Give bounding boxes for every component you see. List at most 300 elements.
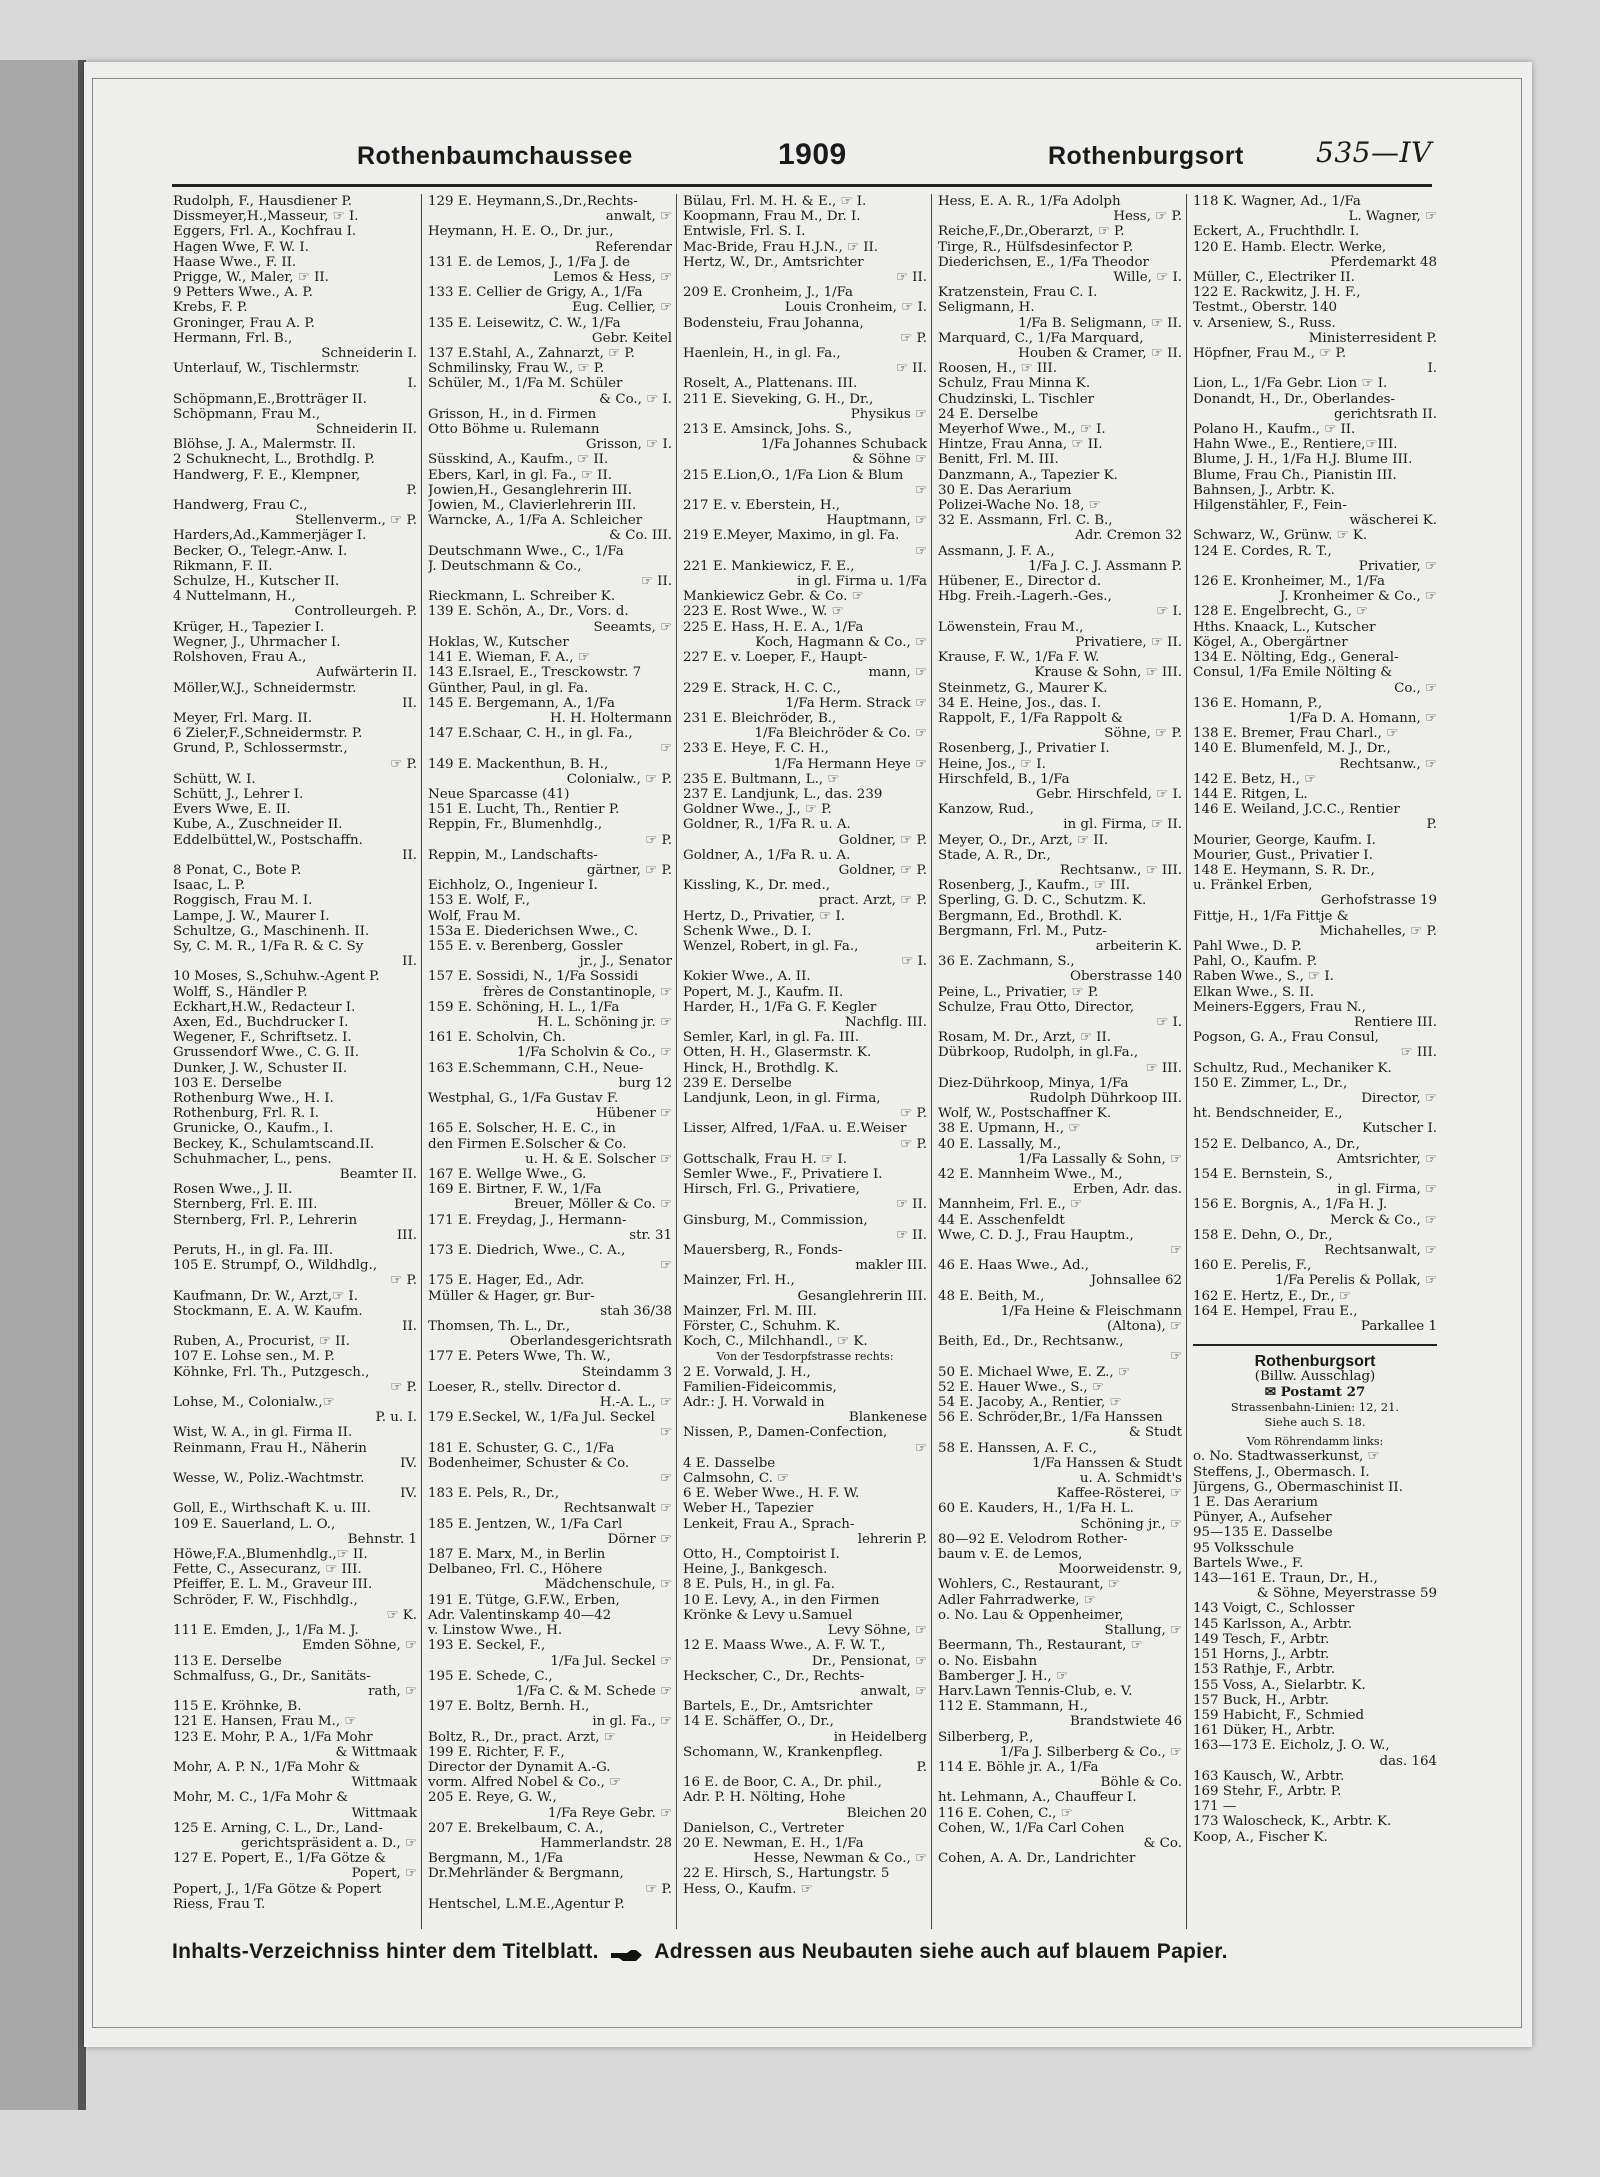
directory-entry: 6 Zieler,F.,Schneidermstr. P. <box>173 726 363 742</box>
directory-entry: Chudzinski, L. Tischler <box>938 391 1095 407</box>
directory-entry: Stockmann, E. A. W. Kaufm. <box>173 1303 363 1319</box>
directory-entry: Köhnke, Frl. Th., Putzgesch., <box>173 1364 370 1380</box>
directory-entry: Eddelbüttel,W., Postschaffn. <box>173 832 363 848</box>
header-page-number: 535—IV <box>1316 136 1432 169</box>
directory-entry: & Söhne ☞ <box>852 452 927 468</box>
directory-entry: 149 E. Mackenthun, B. H., <box>428 756 609 772</box>
directory-entry: 173 Waloscheck, K., Arbtr. K. <box>1193 1814 1392 1830</box>
directory-entry: Müller & Hager, gr. Bur- <box>428 1288 595 1304</box>
directory-entry: Co., ☞ <box>1394 680 1437 696</box>
directory-entry: Mankiewicz Gebr. & Co. ☞ <box>683 589 864 605</box>
directory-entry: Bartels, E., Dr., Amtsrichter <box>683 1699 873 1715</box>
column-3 <box>683 194 927 1929</box>
directory-entry: Gerhofstrasse 19 <box>1320 893 1437 909</box>
directory-entry: ht. Bendschneider, E., <box>1193 1106 1343 1122</box>
directory-entry: jr., J., Senator <box>579 954 672 970</box>
directory-entry: Bülau, Frl. M. H. & E., ☞ I. <box>683 194 867 209</box>
directory-entry: Wwe, C. D. J., Frau Hauptm., <box>938 1227 1134 1243</box>
directory-entry: 231 E. Bleichröder, B., <box>683 710 837 726</box>
directory-entry: ☞ II. <box>895 1197 927 1213</box>
directory-entry: ☞ III. <box>1400 1045 1437 1061</box>
directory-entry: 1/Fa C. & M. Schede ☞ <box>515 1683 672 1699</box>
directory-entry: 215 E.Lion,O., 1/Fa Lion & Blum <box>683 467 904 483</box>
directory-entry: Wohlers, C., Restaurant, ☞ <box>938 1577 1120 1593</box>
directory-entry: 56 E. Schröder,Br., 1/Fa Hanssen <box>938 1410 1163 1426</box>
directory-entry: Semler, Karl, in gl. Fa. III. <box>683 1030 860 1046</box>
directory-entry: 157 E. Sossidi, N., 1/Fa Sossidi <box>428 969 639 985</box>
directory-entry: 1/Fa Herm. Strack ☞ <box>785 695 927 711</box>
directory-entry: H. H. Holtermann <box>549 710 672 726</box>
directory-entry: Hirschfeld, B., 1/Fa <box>938 771 1070 787</box>
directory-entry: Pferdemarkt 48 <box>1330 254 1437 270</box>
directory-entry: Seligmann, H. <box>938 300 1035 316</box>
directory-entry: 235 E. Bultmann, L., ☞ <box>683 771 840 787</box>
directory-entry: Haenlein, H., in gl. Fa., <box>683 346 841 362</box>
directory-entry: Dunker, J. W., Schuster II. <box>173 1060 348 1076</box>
directory-entry: ☞ <box>659 1471 672 1487</box>
directory-entry: Reiche,F.,Dr.,Oberarzt, ☞ P. <box>938 224 1125 240</box>
directory-entry: P. <box>406 482 417 498</box>
directory-entry: 116 E. Cohen, C., ☞ <box>938 1805 1073 1821</box>
directory-entry: Popert, J., 1/Fa Götze & Popert <box>173 1881 382 1897</box>
page-footer <box>172 1940 1432 1964</box>
directory-entry: 139 E. Schön, A., Dr., Vors. d. <box>428 604 629 620</box>
directory-entry: Adr. P. H. Nölting, Hohe <box>683 1790 846 1806</box>
directory-entry: Löwenstein, Frau M., <box>938 619 1084 635</box>
directory-entry: 177 E. Peters Wwe, Th. W., <box>428 1349 611 1365</box>
directory-entry: Schüler, M., 1/Fa M. Schüler <box>428 376 623 392</box>
directory-entry: Otto Böhme u. Rulemann <box>428 422 600 438</box>
directory-entry: Gesanglehrerin III. <box>797 1288 927 1304</box>
directory-entry: Sperling, G. D. C., Schutzm. K. <box>938 893 1147 909</box>
directory-entry: Mourier, Gust., Privatier I. <box>1193 847 1373 863</box>
header-left-street: Rothenbaumchaussee <box>357 142 633 170</box>
directory-entry: in gl. Firma u. 1/Fa <box>797 574 927 590</box>
directory-entry: 157 Buck, H., Arbtr. <box>1193 1692 1330 1708</box>
directory-entry: 122 E. Rackwitz, J. H. F., <box>1193 285 1361 301</box>
directory-entry: Goldner, ☞ P. <box>838 832 927 848</box>
directory-entry: Schöpmann,E.,Brotträger II. <box>173 391 367 407</box>
directory-entry: 185 E. Jentzen, W., 1/Fa Carl <box>428 1516 623 1532</box>
directory-entry: 153 E. Wolf, F., <box>428 893 531 909</box>
directory-entry: 153a E. Diederichsen Wwe., C. <box>428 923 638 939</box>
directory-entry: baum v. E. de Lemos, <box>938 1547 1083 1563</box>
directory-entry: 148 E. Heymann, S. R. Dr., <box>1193 862 1375 878</box>
directory-entry: Goldner, R., 1/Fa R. u. A. <box>683 817 851 833</box>
directory-entry: 58 E. Hanssen, A. F. C., <box>938 1440 1097 1456</box>
directory-entry: ☞ <box>1169 1243 1182 1259</box>
directory-entry: Wolf, W., Postschaffner K. <box>938 1106 1112 1122</box>
directory-entry: 44 E. Asschenfeldt <box>938 1212 1065 1228</box>
directory-entry: Mac-Bride, Frau H.J.N., ☞ II. <box>683 239 879 255</box>
directory-entry: Schulze, Frau Otto, Director, <box>938 999 1135 1015</box>
directory-entry: 9 Petters Wwe., A. P. <box>173 285 313 301</box>
directory-entry: 175 E. Hager, Ed., Adr. <box>428 1273 585 1289</box>
directory-entry: Lampe, J. W., Maurer I. <box>173 908 330 924</box>
directory-entry: Meiners-Eggers, Frau N., <box>1193 999 1366 1015</box>
directory-entry: 32 E. Assmann, Frl. C. B., <box>938 513 1113 529</box>
directory-entry: 1/Fa Hanssen & Studt <box>1032 1455 1182 1471</box>
directory-entry: 38 E. Upmann, H., ☞ <box>938 1121 1081 1137</box>
directory-entry: 154 E. Bernstein, S., <box>1193 1167 1333 1182</box>
directory-entry: 156 E. Borgnis, A., 1/Fa H. J. <box>1193 1197 1388 1213</box>
directory-entry: Harders,Ad.,Kammerjäger I. <box>173 528 367 544</box>
directory-entry: Schulz, Frau Minna K. <box>938 376 1091 392</box>
directory-entry: 4 Nuttelmann, H., <box>173 589 296 605</box>
directory-entry: Mourier, George, Kaufm. I. <box>1193 832 1376 848</box>
directory-entry: Testmt., Oberstr. 140 <box>1193 300 1338 316</box>
rothenburgsort-postamt <box>1193 1385 1437 1400</box>
directory-entry: Evers Wwe, E. II. <box>173 802 291 818</box>
directory-entry: Diederichsen, E., 1/Fa Theodor <box>938 254 1149 270</box>
directory-entry: Lohse, M., Colonialw.,☞ <box>173 1395 335 1411</box>
directory-entry: Elkan Wwe., S. II. <box>1193 984 1314 1000</box>
directory-entry: Westphal, G., 1/Fa Gustav F. <box>428 1090 619 1106</box>
directory-entry: Becker, O., Telegr.-Anw. I. <box>173 543 348 559</box>
directory-entry: Bergmann, M., 1/Fa <box>428 1851 564 1867</box>
directory-entry: ☞ P. <box>390 1273 417 1289</box>
directory-entry: II. <box>402 695 417 711</box>
directory-entry: Landjunk, Leon, in gl. Firma, <box>683 1090 881 1106</box>
directory-entry: 187 E. Marx, M., in Berlin <box>428 1547 606 1563</box>
directory-entry: Riess, Frau T. <box>173 1896 266 1912</box>
directory-entry: Adler Fahrradwerke, ☞ <box>938 1592 1096 1608</box>
footer-new-buildings-note: Adressen aus Neubauten siehe auch auf blauem Papier. <box>654 1940 1228 1963</box>
directory-entry: & Wittmaak <box>335 1744 417 1760</box>
directory-entry: 114 E. Böhle jr. A., 1/Fa <box>938 1759 1099 1775</box>
directory-entry: Danzmann, A., Tapezier K. <box>938 467 1118 483</box>
directory-entry: 217 E. v. Eberstein, H., <box>683 498 841 514</box>
directory-entry: (Altona), ☞ <box>1107 1319 1182 1335</box>
directory-entry: 1/Fa Reye Gebr. ☞ <box>547 1805 672 1821</box>
directory-entry: stah 36/38 <box>600 1303 672 1319</box>
directory-entry: Krause, F. W., 1/Fa F. W. <box>938 650 1100 666</box>
directory-entry: ☞ II. <box>895 270 927 286</box>
directory-entry: Johnsallee 62 <box>1090 1273 1182 1289</box>
directory-entry: Schütt, J., Lehrer I. <box>173 786 304 802</box>
directory-entry: Mauersberg, R., Fonds- <box>683 1243 843 1259</box>
directory-entry: II. <box>402 847 417 863</box>
directory-entry: Schmilinsky, Frau W., ☞ P. <box>428 361 605 377</box>
rothenburgsort-subtitle: (Billw. Ausschlag) <box>1254 1369 1376 1385</box>
directory-entry: 143 E.Israel, E., Tresckowstr. 7 <box>428 665 642 681</box>
directory-entry: 126 E. Kronheimer, M., 1/Fa <box>1193 574 1385 590</box>
directory-entry: 155 Voss, A., Sielarbtr. K. <box>1193 1677 1366 1693</box>
directory-entry: 197 E. Boltz, Bernh. H., <box>428 1699 590 1715</box>
book-binding <box>0 60 84 2110</box>
directory-entry: III. <box>396 1227 417 1243</box>
directory-entry: Referendar <box>595 239 672 255</box>
directory-entry: Director, ☞ <box>1361 1090 1437 1106</box>
directory-entry: 4 E. Dasselbe <box>683 1455 776 1471</box>
directory-entry: Mainzer, Frl. M. III. <box>683 1303 817 1319</box>
directory-entry: P. u. I. <box>375 1410 417 1426</box>
directory-entry: 147 E.Schaar, C. H., in gl. Fa., <box>428 726 633 742</box>
directory-entry: 1/Fa Heine & Fleischmann <box>1000 1303 1182 1319</box>
directory-entry: Rothenburg, Frl. R. I. <box>173 1106 320 1122</box>
directory-entry: Weber H., Tapezier <box>683 1501 814 1517</box>
directory-entry: Polizei-Wache No. 18, ☞ <box>938 498 1101 514</box>
directory-entry: Rothenburg Wwe., H. I. <box>173 1090 334 1106</box>
directory-entry: Bahnsen, J., Arbtr. K. <box>1193 482 1335 498</box>
directory-entry: Beamter II. <box>339 1167 417 1182</box>
directory-entry: 160 E. Perelis, F., <box>1193 1258 1312 1274</box>
directory-entry: Schwarz, W., Grünw. ☞ K. <box>1193 528 1368 544</box>
directory-entry: Kube, A., Zuschneider II. <box>173 817 343 833</box>
directory-entry: Blume, Frau Ch., Pianistin III. <box>1193 467 1397 483</box>
directory-entry: 95—135 E. Dasselbe <box>1193 1525 1333 1541</box>
directory-entry: 8 Ponat, C., Bote P. <box>173 862 302 878</box>
directory-entry: Eckert, A., Fruchthdlr. I. <box>1193 224 1360 240</box>
directory-entry: Cohen, A. A. Dr., Landrichter <box>938 1851 1136 1867</box>
directory-entry: Hermann, Frl. B., <box>173 330 293 346</box>
directory-entry: 153 Rathje, F., Arbtr. <box>1193 1662 1335 1678</box>
directory-entry: gerichtspräsident a. D., ☞ <box>241 1835 417 1851</box>
directory-entry: P. <box>916 1759 927 1775</box>
directory-entry: Roggisch, Frau M. I. <box>173 893 313 909</box>
directory-entry: IV. <box>400 1455 417 1471</box>
directory-entry: 46 E. Haas Wwe., Ad., <box>938 1258 1090 1274</box>
rothenburgsort-siehe: Siehe auch S. 18. <box>1264 1415 1366 1430</box>
directory-entry: 60 E. Kauders, H., 1/Fa H. L. <box>938 1501 1134 1517</box>
directory-entry: Grisson, H., in d. Firmen <box>428 406 597 422</box>
directory-entry: Stallung, ☞ <box>1104 1623 1182 1639</box>
directory-entry: 209 E. Cronheim, J., 1/Fa <box>683 285 853 301</box>
directory-entry: Rikmann, F. II. <box>173 558 273 574</box>
directory-entry: Kaufmann, Dr. W., Arzt,☞ I. <box>173 1288 358 1304</box>
directory-entry: Wegener, F., Schriftsetz. I. <box>173 1030 352 1046</box>
directory-entry: Reppin, Fr., Blumenhdlg., <box>428 817 603 833</box>
directory-entry: 124 E. Cordes, R. T., <box>1193 543 1332 559</box>
directory-entry: Hilgenstähler, F., Fein- <box>1193 498 1347 514</box>
directory-entry: 136 E. Homann, P., <box>1193 695 1323 711</box>
directory-entry: v. Arseniew, S., Russ. <box>1193 315 1336 331</box>
directory-entry: 195 E. Schede, C., <box>428 1668 553 1684</box>
directory-entry: Hertz, W., Dr., Amtsrichter <box>683 254 864 270</box>
directory-entry: mann, ☞ <box>868 665 927 681</box>
directory-entry: Mainzer, Frl. H., <box>683 1273 795 1289</box>
directory-entry: 115 E. Kröhnke, B. <box>173 1699 302 1715</box>
directory-entry: Behnstr. 1 <box>347 1531 417 1547</box>
pointing-hand-icon <box>609 1945 645 1959</box>
directory-entry: ☞ <box>914 543 927 559</box>
directory-entry: Hinck, H., Brothdlg. K. <box>683 1060 839 1076</box>
directory-entry: Roselt, A., Plattenans. III. <box>683 376 858 392</box>
directory-entry: Meyer, O., Dr., Arzt, ☞ II. <box>938 832 1109 848</box>
directory-entry: 169 E. Birtner, F. W., 1/Fa <box>428 1182 602 1198</box>
directory-entry: Rosenberg, J., Privatier I. <box>938 741 1110 757</box>
directory-entry: Hirsch, Frl. G., Privatiere, <box>683 1182 860 1198</box>
directory-entry: 167 E. Wellge Wwe., G. <box>428 1167 587 1182</box>
directory-entry: Söhne, ☞ P. <box>1104 726 1182 742</box>
directory-entry: Familien-Fideicommis, <box>683 1379 837 1395</box>
directory-entry: Semler Wwe., F., Privatiere I. <box>683 1167 883 1182</box>
directory-entry: Prigge, W., Maler, ☞ II. <box>173 270 329 286</box>
directory-entry: P. <box>1426 817 1437 833</box>
directory-entry: 16 E. de Boor, C. A., Dr. phil., <box>683 1775 882 1791</box>
directory-entry: Hahn Wwe., E., Rentiere,☞III. <box>1193 437 1398 453</box>
directory-entry: Danielson, C., Vertreter <box>683 1820 844 1836</box>
directory-entry: H.-A. L., ☞ <box>599 1395 672 1411</box>
directory-entry: Unterlauf, W., Tischlermstr. <box>173 361 360 377</box>
directory-entry: 213 E. Amsinck, Johs. S., <box>683 422 853 438</box>
directory-entry: anwalt, ☞ <box>860 1683 927 1699</box>
directory-entry: Neue Sparcasse (41) <box>428 786 570 802</box>
directory-entry: II. <box>402 1319 417 1335</box>
directory-entry: Lion, L., 1/Fa Gebr. Lion ☞ I. <box>1193 376 1388 392</box>
directory-entry: Wille, ☞ I. <box>1113 270 1182 286</box>
directory-entry: Meyer, Frl. Marg. II. <box>173 710 313 726</box>
directory-entry: Dübrkoop, Rudolph, in gl.Fa., <box>938 1045 1139 1061</box>
directory-entry: Hesse, Newman & Co., ☞ <box>753 1851 927 1867</box>
directory-entry: o. No. Eisbahn <box>938 1653 1038 1669</box>
directory-entry: Marquard, C., 1/Fa Marquard, <box>938 330 1144 346</box>
directory-entry: 145 E. Bergemann, A., 1/Fa <box>428 695 616 711</box>
rothenburgsort-tram: Strassenbahn-Linien: 12, 21. <box>1230 1399 1400 1414</box>
directory-entry: Hentschel, L.M.E.,Agentur P. <box>428 1896 625 1912</box>
directory-entry: Reppin, M., Landschafts- <box>428 847 598 863</box>
directory-entry: Schultz, Rud., Mechaniker K. <box>1193 1060 1392 1076</box>
directory-entry: 36 E. Zachmann, S., <box>938 954 1075 970</box>
directory-entry: 237 E. Landjunk, L., das. 239 <box>683 786 883 802</box>
directory-entry: Otten, H. H., Glasermstr. K. <box>683 1045 872 1061</box>
directory-entry: Amtsrichter, ☞ <box>1336 1151 1437 1167</box>
directory-entry: Benitt, Frl. M. III. <box>938 452 1059 468</box>
directory-entry: Adr.: J. H. Vorwald in <box>683 1395 825 1411</box>
directory-entry: Hoklas, W., Kutscher <box>428 634 569 650</box>
directory-entry: u. H. & E. Solscher ☞ <box>525 1151 672 1167</box>
directory-entry: Rechtsanw., ☞ III. <box>1059 862 1182 878</box>
header-rule <box>172 184 1432 187</box>
directory-entry: 1 E. Das Aerarium <box>1193 1495 1318 1511</box>
column-separator <box>931 194 932 1929</box>
directory-entry: Goldner, ☞ P. <box>838 862 927 878</box>
directory-entry: 20 E. Newman, E. H., 1/Fa <box>683 1835 864 1851</box>
directory-entry: 121 E. Hansen, Frau M., ☞ <box>173 1714 357 1730</box>
directory-entry: 143 Voigt, C., Schlosser <box>1193 1601 1355 1617</box>
directory-entry: Goll, E., Wirthschaft K. u. III. <box>173 1501 371 1517</box>
column-5-entries <box>1193 194 1437 1334</box>
directory-entry: Nissen, P., Damen-Confection, <box>683 1425 888 1441</box>
directory-entry: Bodensteiu, Frau Johanna, <box>683 315 864 331</box>
directory-entry: Roosen, H., ☞ III. <box>938 361 1057 377</box>
directory-entry: Rechtsanwalt ☞ <box>563 1501 672 1517</box>
directory-entry: Vom Röhrendamm links: <box>1246 1435 1384 1449</box>
directory-entry: 169 Stehr, F., Arbtr. P. <box>1193 1783 1342 1799</box>
directory-entry: 225 E. Hass, H. E. A., 1/Fa <box>683 619 864 635</box>
directory-entry: arbeiterin K. <box>1095 938 1182 954</box>
directory-entry: ☞ <box>1169 1349 1182 1365</box>
directory-entry: Adr. Cremon 32 <box>1075 528 1182 544</box>
directory-entry: Popert, M. J., Kaufm. II. <box>683 984 844 1000</box>
directory-entry: Wesse, W., Poliz.-Wachtmstr. <box>173 1471 365 1487</box>
directory-entry: 205 E. Reye, G. W., <box>428 1790 557 1806</box>
directory-entry: Grussendorf Wwe., C. G. II. <box>173 1045 360 1061</box>
directory-entry: I. <box>1427 361 1437 377</box>
directory-entry: 8 E. Puls, H., in gl. Fa. <box>683 1577 835 1593</box>
directory-entry: anwalt, ☞ <box>605 209 672 225</box>
directory-entry: Förster, C., Schuhm. K. <box>683 1319 841 1335</box>
directory-entry: Schneiderin II. <box>315 422 417 438</box>
directory-entry: Ruben, A., Procurist, ☞ II. <box>173 1334 350 1350</box>
directory-entry: 239 E. Derselbe <box>683 1075 792 1091</box>
directory-entry: Sy, C. M. R., 1/Fa R. & C. Sy <box>173 938 364 954</box>
directory-entry: ☞ P. <box>390 1379 417 1395</box>
directory-entry: 105 E. Strumpf, O., Wildhdlg., <box>173 1258 378 1274</box>
directory-entry: Polano H., Kaufm., ☞ II. <box>1193 422 1356 438</box>
directory-entry: Schuhmacher, L., pens. <box>173 1151 332 1167</box>
directory-entry: Gottschalk, Frau H. ☞ I. <box>683 1151 847 1167</box>
directory-entry: H. L. Schöning jr. ☞ <box>537 1014 672 1030</box>
directory-entry: Wittmaak <box>351 1805 417 1821</box>
column-2 <box>428 194 672 1929</box>
directory-entry: Von der Tesdorpfstrasse rechts: <box>716 1350 894 1364</box>
directory-entry: 211 E. Sieveking, G. H., Dr., <box>683 391 874 407</box>
directory-entry: Merck & Co., ☞ <box>1330 1212 1437 1228</box>
column-separator <box>676 194 677 1929</box>
directory-entry: Donandt, H., Dr., Oberlandes- <box>1193 391 1396 407</box>
directory-entry: ☞ <box>659 741 672 757</box>
directory-entry: Steinmetz, G., Maurer K. <box>938 680 1108 696</box>
directory-entry: 146 E. Weiland, J.C.C., Rentier <box>1193 802 1400 818</box>
directory-entry: & Co. <box>1143 1835 1182 1851</box>
directory-entry: Heymann, H. E. O., Dr. jur., <box>428 224 614 240</box>
directory-entry: Handwerg, Frau C., <box>173 498 308 514</box>
directory-entry: 48 E. Beith, M., <box>938 1288 1045 1304</box>
directory-entry: 133 E. Cellier de Grigy, A., 1/Fa <box>428 285 643 301</box>
directory-entry: 125 E. Arning, C. L., Dr., Land- <box>173 1820 383 1836</box>
directory-entry: J. Deutschmann & Co., <box>428 558 582 574</box>
column-separator <box>421 194 422 1929</box>
directory-entry: Louis Cronheim, ☞ I. <box>784 300 927 316</box>
directory-entry: Meyerhof Wwe., M., ☞ I. <box>938 422 1106 438</box>
directory-entry: wäscherei K. <box>1349 513 1437 529</box>
directory-entry: Eckhart,H.W., Redacteur I. <box>173 999 356 1015</box>
directory-entry: 227 E. v. Loeper, F., Haupt- <box>683 650 868 666</box>
directory-entry: Assmann, J. F. A., <box>938 543 1055 559</box>
directory-entry: Rieckmann, L. Schreiber K. <box>428 589 616 605</box>
directory-entry: 137 E.Stahl, A., Zahnarzt, ☞ P. <box>428 346 635 362</box>
directory-entry: Grund, P., Schlossermstr., <box>173 741 348 757</box>
directory-entry: Günther, Paul, in gl. Fa. <box>428 680 589 696</box>
directory-entry: Mohr, M. C., 1/Fa Mohr & <box>173 1790 349 1806</box>
directory-entry: 95 Volksschule <box>1193 1540 1294 1556</box>
directory-entry: 173 E. Diedrich, Wwe., C. A., <box>428 1243 626 1259</box>
directory-entry: Heckscher, C., Dr., Rechts- <box>683 1668 865 1684</box>
directory-entry: Hess, E. A. R., 1/Fa Adolph <box>938 194 1121 209</box>
directory-entry: 181 E. Schuster, G. C., 1/Fa <box>428 1440 615 1456</box>
directory-entry: Böhle & Co. <box>1100 1775 1182 1791</box>
directory-entry: Jürgens, G., Obermaschinist II. <box>1193 1479 1403 1495</box>
directory-entry: 42 E. Mannheim Wwe., M., <box>938 1167 1123 1182</box>
directory-entry: Blöhse, J. A., Malermstr. II. <box>173 437 356 453</box>
directory-entry: ☞ <box>914 1440 927 1456</box>
directory-entry: Consul, 1/Fa Emile Nölting & <box>1193 665 1393 681</box>
directory-entry: in gl. Firma, ☞ <box>1337 1182 1437 1198</box>
directory-entry: 128 E. Engelbrecht, G., ☞ <box>1193 604 1369 620</box>
directory-entry: 34 E. Heine, Jos., das. I. <box>938 695 1102 711</box>
directory-entry: & Studt <box>1128 1425 1182 1441</box>
directory-entry: 219 E.Meyer, Maximo, in gl. Fa. <box>683 528 900 544</box>
directory-entry: 191 E. Tütge, G.F.W., Erben, <box>428 1592 620 1608</box>
directory-entry: ☞ II. <box>640 574 672 590</box>
directory-entry: Colonialw., ☞ P. <box>566 771 672 787</box>
directory-entry: Levy Söhne, ☞ <box>827 1623 927 1639</box>
directory-entry: 161 Düker, H., Arbtr. <box>1193 1723 1336 1739</box>
directory-entry: 1/Fa Perelis & Pollak, ☞ <box>1275 1273 1437 1289</box>
directory-entry: 145 Karlsson, A., Arbtr. <box>1193 1616 1353 1632</box>
directory-entry: 171 — <box>1193 1799 1237 1815</box>
